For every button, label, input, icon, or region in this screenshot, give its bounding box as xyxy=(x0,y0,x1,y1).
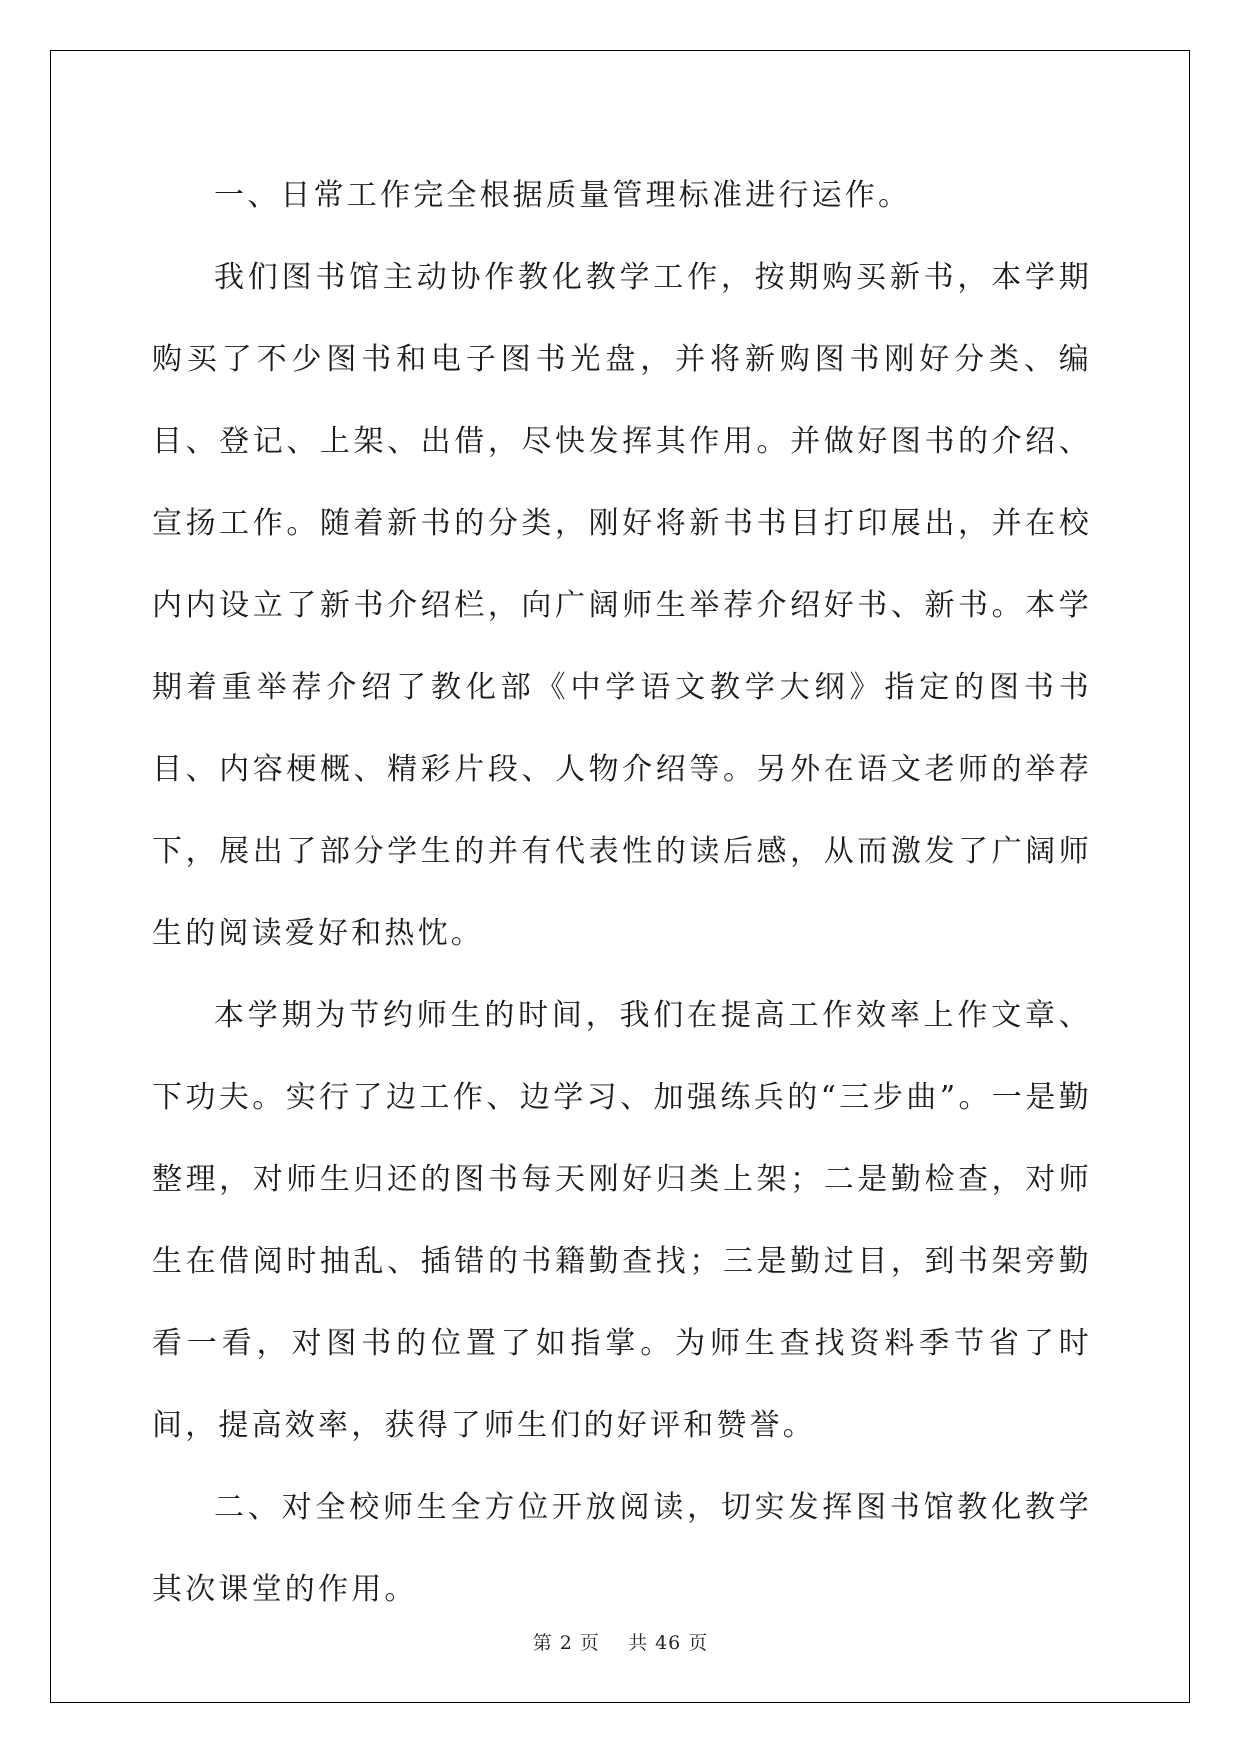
paragraph-1: 一、日常工作完全根据质量管理标准进行运作。 xyxy=(214,178,912,213)
page-total: 共 46 页 xyxy=(628,1632,709,1654)
page-number: 第 2 页 xyxy=(532,1632,600,1654)
paragraph-4: 二、对全校师生全方位开放阅读，切实发挥图书馆教化教学其次课堂的作用。 xyxy=(152,1490,1092,1607)
document-body xyxy=(152,155,1092,1631)
paragraph-2: 我们图书馆主动协作教化教学工作，按期购买新书，本学期购买了不少图书和电子图书光盘，并将新购图书刚好分类、编目、登记、上架、出借，尽快发挥其作用。并做好图书的介绍、宣扬工作。随着新书的分类，刚好将新书书目打印展出，并在校内内设立了新书介绍栏，向广阔师生举荐介绍好书、新书。本学期着重举荐介绍了教化部《中学语文教学大纲》指定的图书书目、内容梗概、精彩片段、人物介绍等。另外在语文老师的举荐下，展出了部分学生的并有代表性的读后感，从而激发了广阔师生的阅读爱好和热忱。 xyxy=(152,260,1092,951)
paragraph-3: 本学期为节约师生的时间，我们在提高工作效率上作文章、下功夫。实行了边工作、边学习、加强练兵的“三步曲”。一是勤整理，对师生归还的图书每天刚好归类上架；二是勤检查，对师生在借阅时抽乱、插错的书籍勤查找；三是勤过目，到书架旁勤看一看，对图书的位置了如指掌。为师生查找资料季节省了时间，提高效率，获得了师生们的好评和赞誉。 xyxy=(152,998,1092,1443)
page-footer xyxy=(0,1628,1241,1655)
